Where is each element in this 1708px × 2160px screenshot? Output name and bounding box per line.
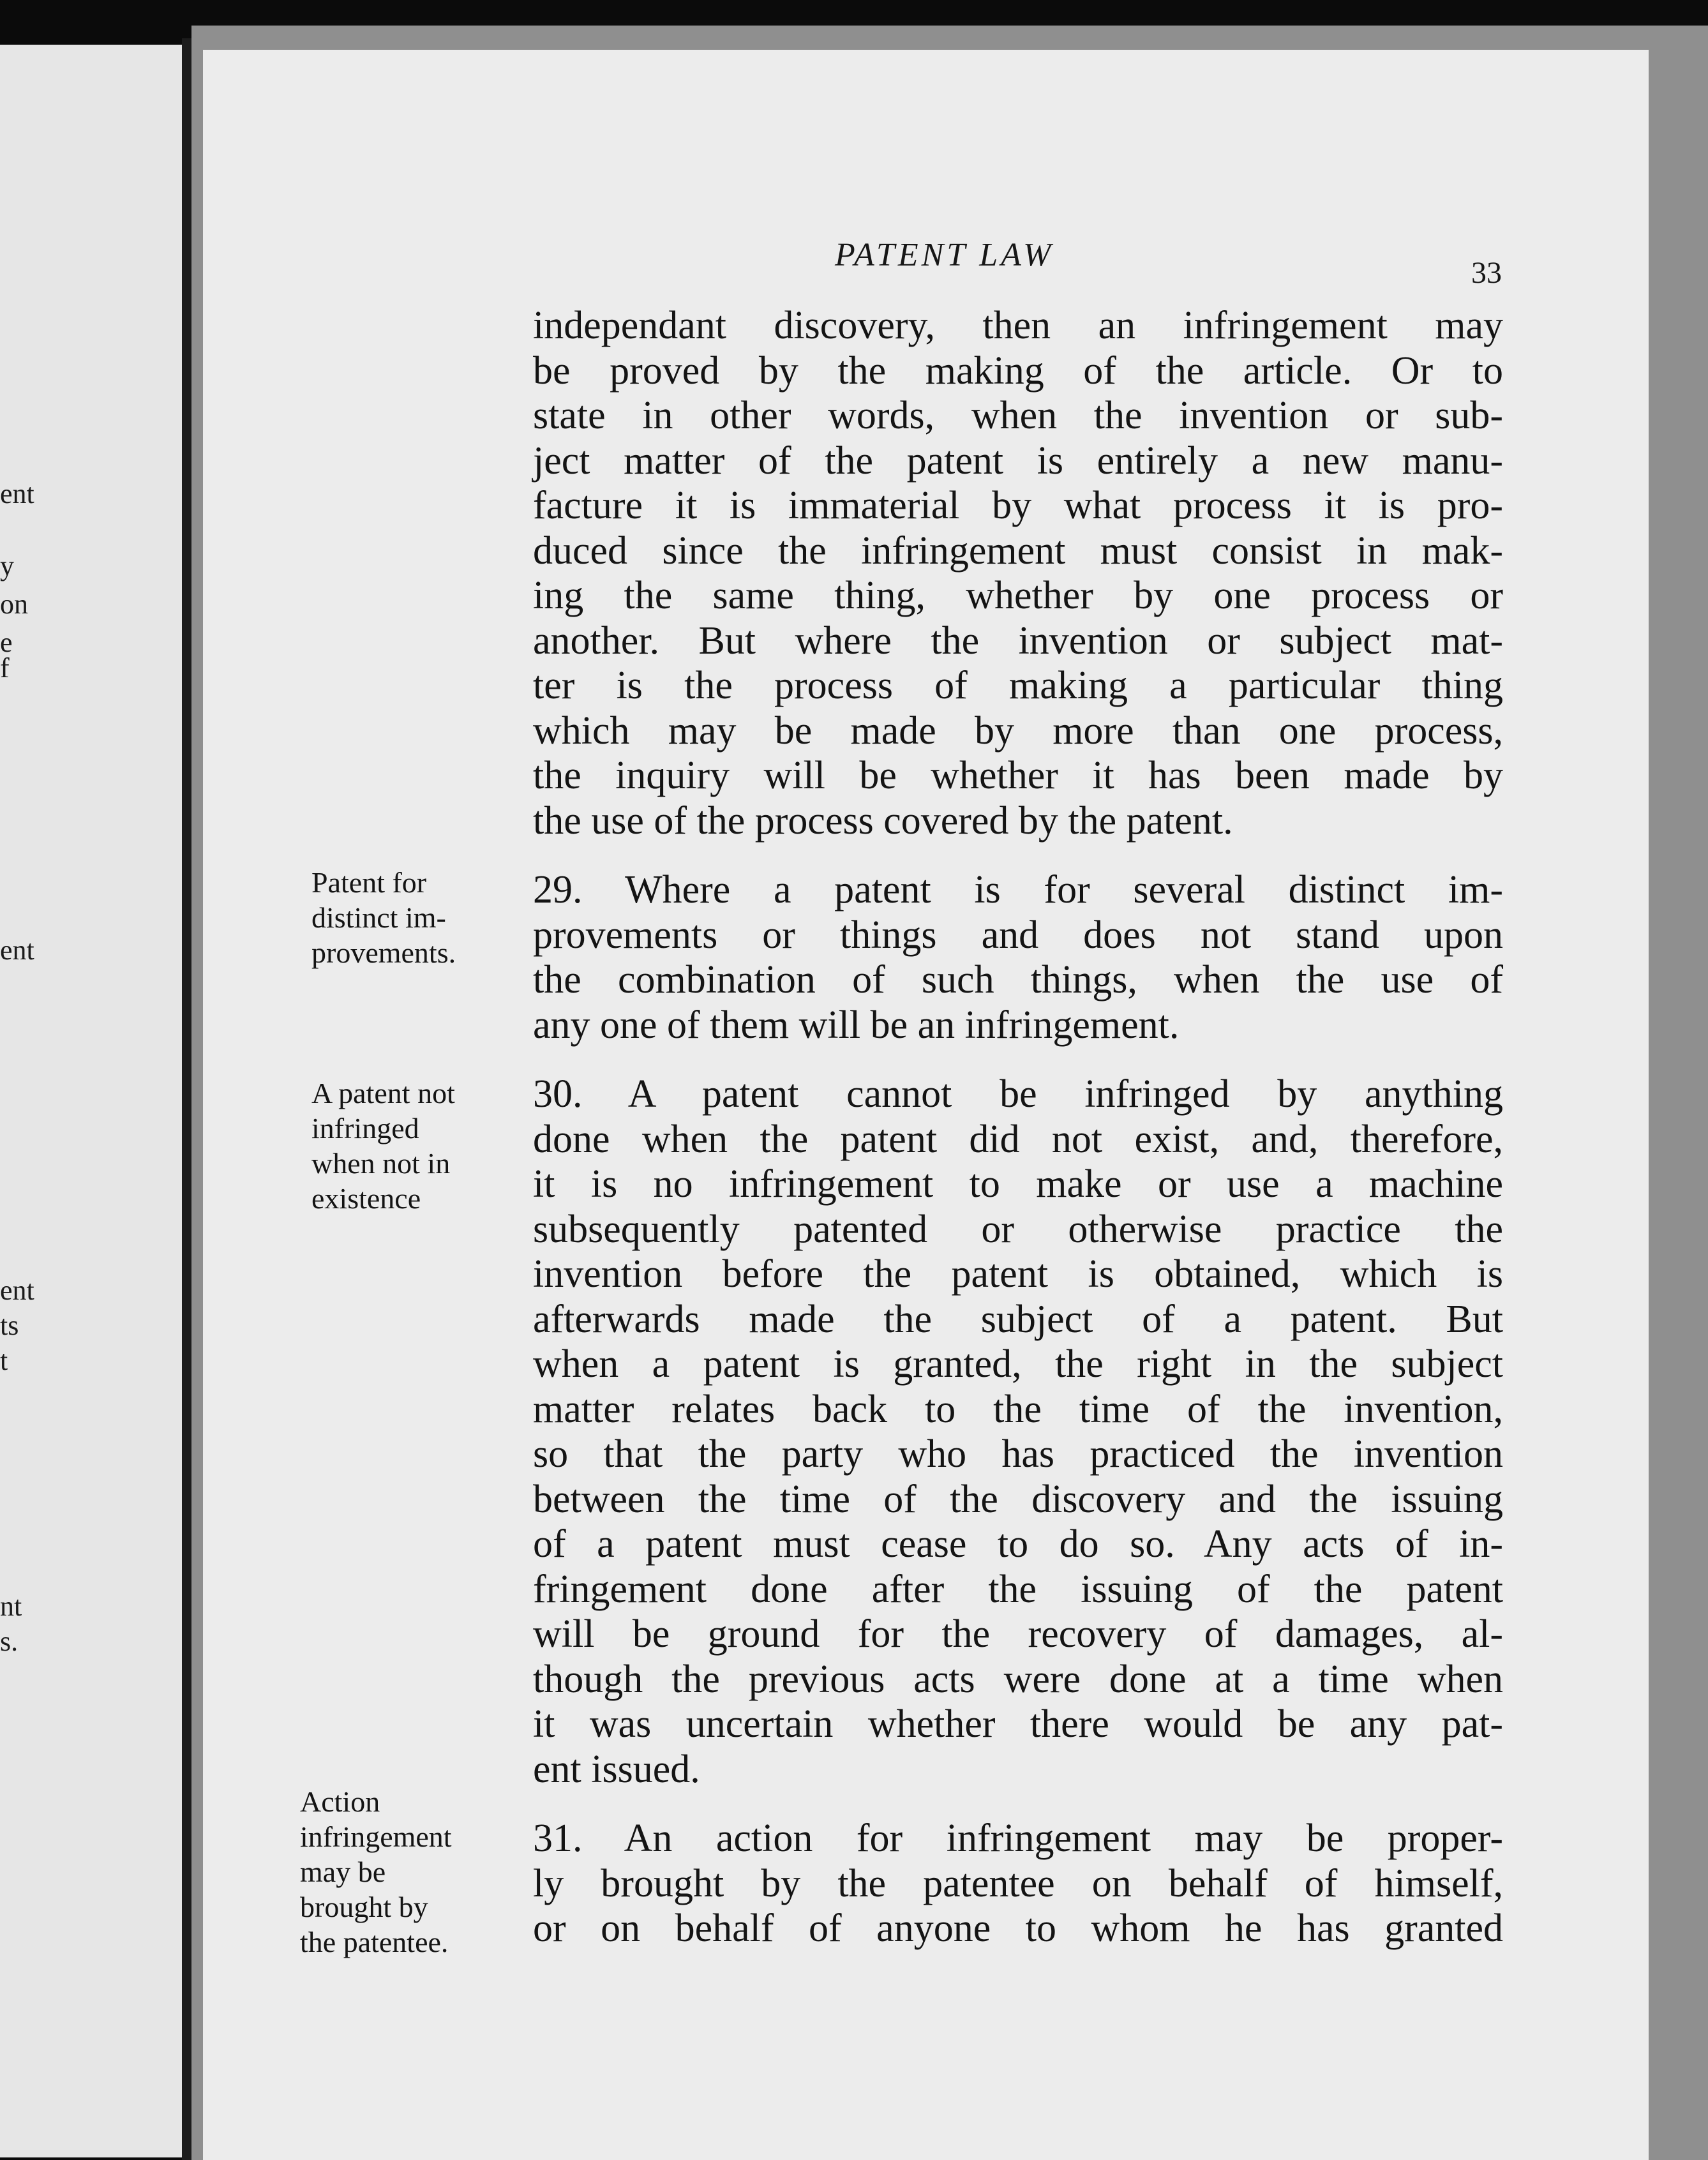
marginal-note-line: the patentee. <box>300 1926 449 1958</box>
text-line: subsequently patented or otherwise practice the <box>533 1207 1503 1251</box>
text-line: provements or things and does not stand upon <box>533 913 1503 957</box>
facing-page-fragment: ent <box>0 1275 34 1306</box>
text-line: or on behalf of anyone to whom he has granted <box>533 1907 1503 1950</box>
marginal-note-line: provements. <box>311 936 456 969</box>
text-line: ly brought by the patentee on behalf of himself, <box>533 1861 1503 1905</box>
text-line: ter is the process of making a particular thing <box>533 664 1503 707</box>
text-line: ject matter of the patent is entirely a new manu- <box>533 439 1503 483</box>
text-line: ing the same thing, whether by one process or <box>533 574 1503 617</box>
text-line: afterwards made the subject of a patent. But <box>533 1297 1503 1341</box>
facing-page-fragment: on <box>0 589 28 620</box>
facing-page-edge <box>0 45 186 2157</box>
text-line: 29. Where a patent is for several distinct im- <box>533 868 1503 911</box>
paragraph-29 <box>533 867 1503 1047</box>
facing-page-fragment: f <box>0 652 10 684</box>
paragraph-continuation <box>533 303 1503 843</box>
facing-page-fragment: t <box>0 1345 8 1376</box>
text-line: invention before the patent is obtained, which is <box>533 1252 1503 1296</box>
text-line: though the previous acts were done at a time when <box>533 1657 1503 1701</box>
marginal-note-line: A patent not <box>311 1077 455 1109</box>
marginal-note-line: infringement <box>300 1820 452 1853</box>
text-line: 30. A patent cannot be infringed by anything <box>533 1072 1503 1116</box>
text-line: of a patent must cease to do so. Any acts of in- <box>533 1522 1503 1566</box>
marginal-note-line: Action <box>300 1785 380 1818</box>
text-line: when a patent is granted, the right in the subject <box>533 1342 1503 1386</box>
text-line: matter relates back to the time of the invention, <box>533 1387 1503 1431</box>
text-line: the inquiry will be whether it has been made by <box>533 754 1503 797</box>
facing-page-fragment: y <box>0 550 14 581</box>
marginal-note-line: brought by <box>300 1891 428 1923</box>
text-line: it is no infringement to make or use a machine <box>533 1162 1503 1206</box>
text-line: 31. An action for infringement may be proper- <box>533 1817 1503 1860</box>
body-text <box>533 303 1503 1951</box>
facing-page-fragment: e <box>0 627 13 658</box>
marginal-note-line: Patent for <box>311 866 427 899</box>
text-line: so that the party who has practiced the invention <box>533 1432 1503 1476</box>
text-line: the use of the process covered by the patent. <box>533 799 1233 843</box>
text-line: done when the patent did not exist, and, therefore, <box>533 1117 1503 1161</box>
text-line: will be ground for the recovery of damages, al- <box>533 1612 1503 1656</box>
marginal-note-not-in-existence <box>311 1076 522 1216</box>
text-line: fringement done after the issuing of the patent <box>533 1567 1503 1611</box>
facing-page-fragment: ent <box>0 934 34 966</box>
text-line: the combination of such things, when the use of <box>533 958 1503 1001</box>
text-line: independant discovery, then an infringement may <box>533 304 1503 347</box>
text-line: facture it is immaterial by what process it is pro- <box>533 484 1503 527</box>
running-title: PATENT LAW <box>835 237 1054 273</box>
text-line: another. But where the invention or subject mat- <box>533 619 1503 663</box>
text-line: any one of them will be an infringement. <box>533 1003 1180 1047</box>
facing-page-fragment: ts <box>0 1310 19 1341</box>
text-line: which may be made by more than one process, <box>533 709 1503 753</box>
marginal-note-line: infringed <box>311 1112 419 1144</box>
paragraph-31 <box>533 1816 1503 1951</box>
marginal-note-line: when not in <box>311 1147 451 1180</box>
text-line: duced since the infringement must consist in mak- <box>533 529 1503 573</box>
text-line: between the time of the discovery and the issuing <box>533 1477 1503 1521</box>
text-line: be proved by the making of the article. Or to <box>533 349 1503 393</box>
marginal-note-line: existence <box>311 1182 421 1215</box>
text-line: state in other words, when the invention or sub- <box>533 394 1503 437</box>
page-number: 33 <box>1471 256 1502 290</box>
marginal-note-line: distinct im- <box>311 901 446 934</box>
facing-page-fragment: nt <box>0 1591 22 1622</box>
text-line: it was uncertain whether there would be any pat- <box>533 1702 1503 1746</box>
facing-page-fragment: s. <box>0 1626 19 1657</box>
facing-page-fragment: ent <box>0 478 34 509</box>
paragraph-30 <box>533 1072 1503 1792</box>
marginal-note-action-infringement <box>300 1784 511 1960</box>
marginal-note-distinct-improvements <box>311 865 522 970</box>
text-line: ent issued. <box>533 1747 700 1791</box>
marginal-note-line: may be <box>300 1856 386 1888</box>
